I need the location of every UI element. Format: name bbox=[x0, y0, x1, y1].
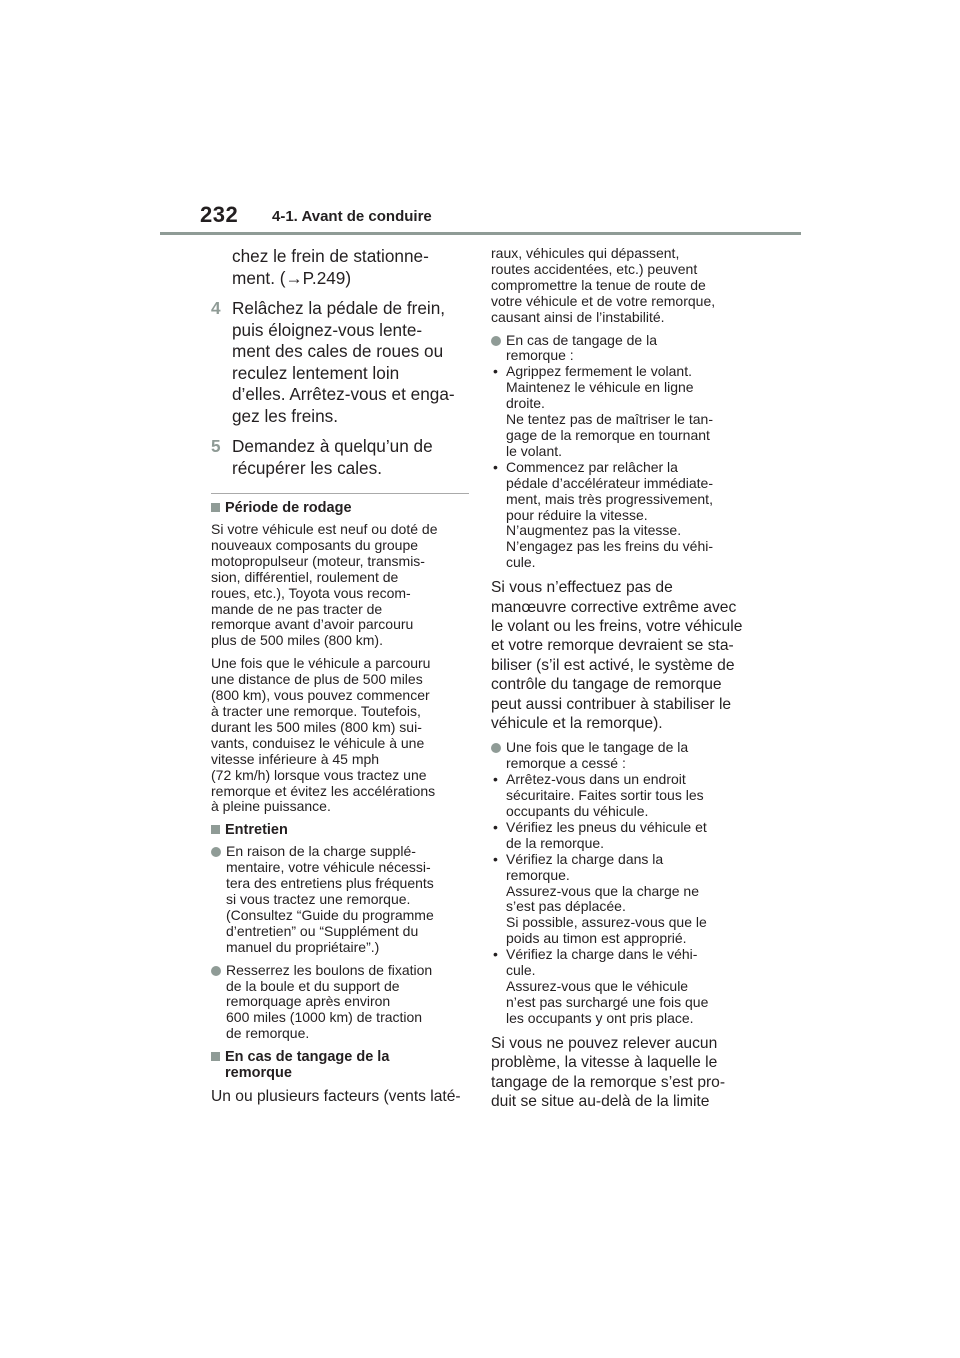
text-line: Si possible, assurez-vous que le bbox=[506, 914, 707, 931]
square-bullet-icon bbox=[211, 503, 220, 512]
text-line: pour réduire la vitesse. bbox=[506, 506, 648, 523]
sub-bullet-item bbox=[491, 460, 757, 571]
sub-list bbox=[491, 364, 757, 571]
sub-list bbox=[491, 772, 757, 1027]
text-line: 600 miles (1000 km) de traction bbox=[226, 1009, 423, 1026]
bullet-mark: • bbox=[493, 363, 498, 380]
text-line: compromettre la tenue de route de bbox=[491, 276, 706, 293]
bullet-mark: • bbox=[493, 946, 498, 963]
text-line: à pleine puissance. bbox=[211, 798, 331, 815]
text-line: (72 km/h) lorsque vous tractez une bbox=[211, 766, 427, 783]
text-line: vants, conduisez le véhicule à une bbox=[211, 734, 425, 751]
entretien-bullet-2 bbox=[211, 963, 469, 1043]
text-line: n’est pas surchargé une fois que bbox=[506, 993, 709, 1010]
step-number: 4 bbox=[211, 298, 221, 318]
text-line: puis éloignez-vous lente- bbox=[232, 319, 423, 340]
text-line: le volant. bbox=[506, 442, 563, 459]
text-line: biliser (s’il est activé, le système de bbox=[491, 656, 735, 674]
text-line: cule. bbox=[506, 962, 536, 979]
sub-bullet-item bbox=[491, 772, 757, 820]
bullet-mark: • bbox=[493, 818, 498, 835]
text-line: contrôle du tangage de remorque bbox=[491, 676, 722, 694]
square-bullet-icon bbox=[211, 825, 220, 834]
text-line: occupants du véhicule. bbox=[506, 803, 649, 819]
page-number: 232 bbox=[200, 202, 239, 227]
header-rule bbox=[160, 232, 801, 235]
text-line: Vérifiez les pneus du véhicule et bbox=[506, 818, 707, 835]
text-line: Relâchez la pédale de frein, bbox=[232, 298, 446, 318]
text-line: peut aussi contribuer à stabiliser le bbox=[491, 695, 732, 713]
step-5 bbox=[211, 436, 469, 479]
text-line: gez les freins. bbox=[232, 405, 339, 426]
intro-continuation bbox=[211, 246, 469, 289]
text-line: (Consultez “Guide du programme bbox=[226, 906, 434, 923]
text-line: sion, différentiel, roulement de bbox=[211, 568, 399, 585]
text-line: manuel du propriétaire”.) bbox=[226, 938, 380, 955]
text-line: de la boule et du support de bbox=[226, 977, 400, 994]
tangage-bullet-1 bbox=[491, 333, 757, 572]
heading-rodage: Période de rodage bbox=[211, 500, 469, 516]
step-4 bbox=[211, 298, 469, 427]
text-line: causant ainsi de l’instabilité. bbox=[491, 308, 665, 325]
text-line: Si vous n’effectuez pas de bbox=[491, 579, 673, 597]
circle-bullet-icon bbox=[491, 336, 501, 346]
text-line: véhicule et la remorque). bbox=[491, 714, 663, 732]
text-line: récupérer les cales. bbox=[232, 457, 382, 478]
stabilize-paragraph bbox=[491, 578, 757, 733]
text-line: ment des cales de roues ou bbox=[232, 341, 444, 361]
left-column bbox=[211, 246, 469, 1114]
text-line: Assurez-vous que la charge ne bbox=[506, 882, 699, 899]
step-text bbox=[232, 436, 469, 479]
text-line: manœuvre corrective extrême avec bbox=[491, 598, 737, 616]
text-line: N’engagez pas les freins du véhi- bbox=[506, 538, 714, 555]
section-divider bbox=[211, 493, 469, 494]
text-line: Vérifiez la charge dans le véhi- bbox=[506, 946, 698, 963]
text-line: Une fois que le véhicule a parcouru bbox=[211, 655, 431, 672]
text-line: remorque : bbox=[506, 347, 574, 364]
text-line: votre véhicule et de votre remorque, bbox=[491, 292, 716, 309]
text-line: remorque a cessé : bbox=[506, 755, 626, 772]
text-line: sécuritaire. Faites sortir tous les bbox=[506, 787, 704, 804]
tangage-bullet-2 bbox=[491, 740, 757, 1026]
text-line: N’augmentez pas la vitesse. bbox=[506, 522, 682, 539]
text-line: s’est pas déplacée. bbox=[506, 898, 626, 915]
text-line: pédale d’accélérateur immédiate- bbox=[506, 474, 713, 491]
text-line: Si votre véhicule est neuf ou doté de bbox=[211, 521, 438, 537]
text-line: En cas de tangage de la bbox=[225, 1049, 390, 1066]
text-line: Commencez par relâcher la bbox=[506, 458, 678, 475]
right-column bbox=[491, 246, 757, 1118]
tangage-paragraph: Un ou plusieurs facteurs (vents laté- bbox=[211, 1088, 461, 1106]
rodage-paragraph-2 bbox=[211, 656, 469, 815]
text-line: problème, la vitesse à laquelle le bbox=[491, 1054, 718, 1072]
sub-bullet-item bbox=[491, 364, 757, 459]
text-line: Maintenez le véhicule en ligne bbox=[506, 379, 694, 396]
text-line: remorquage après environ bbox=[226, 993, 391, 1010]
text-line: à tracter une remorque. Toutefois, bbox=[211, 702, 421, 719]
text-line: Si vous ne pouvez relever aucun bbox=[491, 1034, 718, 1052]
section-title: 4-1. Avant de conduire bbox=[272, 208, 432, 225]
text-line: Assurez-vous que le véhicule bbox=[506, 977, 689, 994]
bullet-mark: • bbox=[493, 771, 498, 788]
heading-tangage bbox=[211, 1049, 469, 1081]
limit-paragraph bbox=[491, 1034, 757, 1112]
text-line: duit se situe au-delà de la limite bbox=[491, 1092, 710, 1110]
text-line: remorque bbox=[225, 1065, 292, 1082]
circle-bullet-icon bbox=[491, 743, 501, 753]
sub-bullet-item bbox=[491, 947, 757, 1027]
text-line: droite. bbox=[506, 395, 545, 412]
text-line: poids au timon est approprié. bbox=[506, 930, 687, 947]
text-line: de remorque. bbox=[226, 1025, 310, 1042]
text-line: d’entretien” ou “Supplément du bbox=[226, 922, 419, 939]
text-line: roues, etc.), Toyota vous recom- bbox=[211, 584, 411, 601]
text-line: ment, mais très progressivement, bbox=[506, 490, 713, 507]
circle-bullet-icon bbox=[211, 847, 221, 857]
text-line: Vérifiez la charge dans la bbox=[506, 850, 664, 867]
text-line: si vous tractez une remorque. bbox=[226, 891, 411, 908]
text-line: gage de la remorque en tournant bbox=[506, 426, 710, 443]
text-line: cule. bbox=[506, 554, 536, 571]
text-line: Ne tentez pas de maîtriser le tan- bbox=[506, 411, 713, 428]
text-line: routes accidentées, etc.) peuvent bbox=[491, 260, 698, 277]
text-line: tera des entretiens plus fréquents bbox=[226, 875, 434, 892]
text-line: remorque. bbox=[506, 866, 570, 883]
text-line: (800 km), vous pouvez commencer bbox=[211, 687, 430, 704]
text-line: Agrippez fermement le volant. bbox=[506, 363, 692, 380]
text-line: En cas de tangage de la bbox=[506, 331, 658, 348]
text-line: remorque et évitez les accélérations bbox=[211, 782, 436, 799]
text-line: mande de ne pas tracter de bbox=[211, 600, 383, 617]
text-line: et votre remorque devraient se sta- bbox=[491, 637, 734, 655]
text-line: une distance de plus de 500 miles bbox=[211, 671, 423, 688]
text-line: Une fois que le tangage de la bbox=[506, 739, 689, 756]
text-line: remorque avant d’avoir parcouru bbox=[211, 616, 414, 633]
text-line: raux, véhicules qui dépassent, bbox=[491, 245, 680, 261]
text-line: reculez lentement loin bbox=[232, 362, 400, 383]
entretien-bullet-1 bbox=[211, 844, 469, 955]
text-line: mentaire, votre véhicule nécessi- bbox=[226, 859, 431, 876]
text-line: tangage de la remorque s’est pro- bbox=[491, 1073, 726, 1091]
text-line: chez le frein de stationne- bbox=[232, 246, 429, 266]
bullet-mark: • bbox=[493, 850, 498, 867]
text-line: vitesse inférieure à 45 mph bbox=[211, 750, 380, 767]
rodage-paragraph-1 bbox=[211, 522, 469, 649]
text-line: de la remorque. bbox=[506, 834, 605, 851]
sub-bullet-item bbox=[491, 852, 757, 947]
text-line: nouveaux composants du groupe bbox=[211, 536, 419, 553]
text-line: En raison de la charge supplé- bbox=[226, 843, 416, 860]
text-line: Arrêtez-vous dans un endroit bbox=[506, 771, 686, 788]
text-line: d’elles. Arrêtez-vous et enga- bbox=[232, 384, 455, 404]
square-bullet-icon bbox=[211, 1052, 220, 1061]
sub-bullet-item bbox=[491, 820, 757, 852]
text-line: le volant ou les freins, votre véhicule bbox=[491, 617, 743, 635]
bullet-mark: • bbox=[493, 458, 498, 475]
tangage-paragraph-cont bbox=[491, 246, 757, 326]
heading-entretien: Entretien bbox=[211, 822, 469, 838]
text-line: Demandez à quelqu’un de bbox=[232, 436, 433, 456]
circle-bullet-icon bbox=[211, 966, 221, 976]
text-line: ment. (→P.249) bbox=[232, 267, 352, 288]
text-line: plus de 500 miles (800 km). bbox=[211, 632, 383, 649]
step-text bbox=[232, 298, 469, 427]
text-line: Resserrez les boulons de fixation bbox=[226, 961, 433, 978]
text-line: les occupants y ont pris place. bbox=[506, 1009, 694, 1026]
text-line: durant les 500 miles (800 km) sui- bbox=[211, 718, 422, 735]
step-number: 5 bbox=[211, 436, 221, 456]
text-line: motopropulseur (moteur, transmis- bbox=[211, 552, 425, 569]
